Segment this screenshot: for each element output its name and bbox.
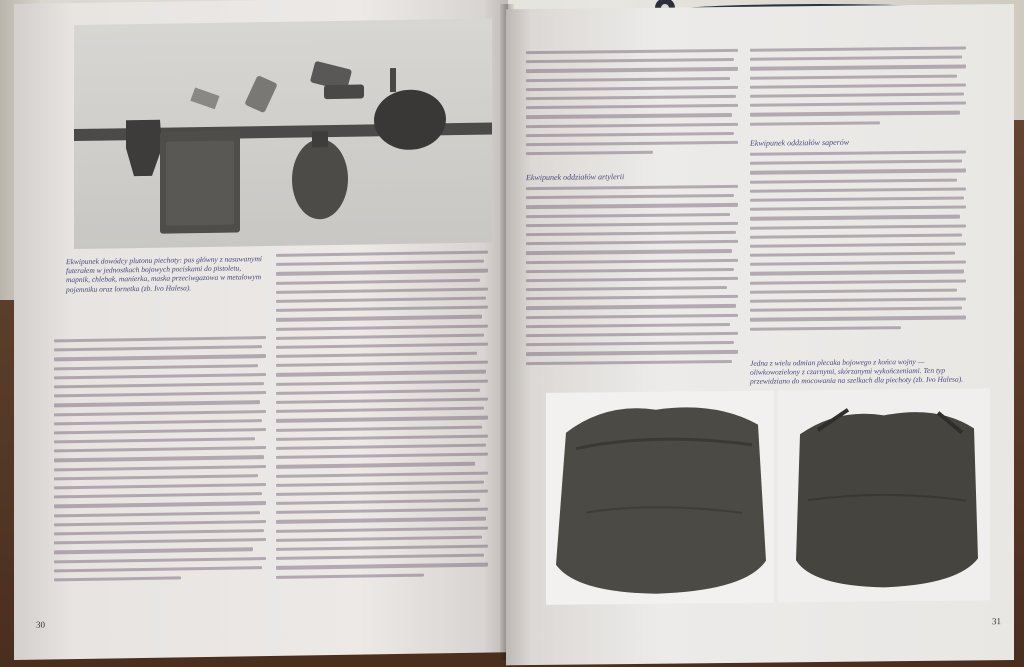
text-column-right-a2 <box>526 185 738 371</box>
section-heading-sappers: Ekwipunek oddziałów saperów <box>750 137 850 148</box>
right-page <box>506 4 1014 665</box>
text-column-right-a <box>526 49 738 161</box>
page-number-right: 31 <box>992 616 1001 627</box>
text-column-right-b <box>750 47 966 132</box>
text-column-left-a <box>54 336 266 587</box>
text-column-right-b2 <box>750 151 966 337</box>
photo-caption-left: Ekwipunek dowódcy plutonu piechoty: pas główny z nasuwanymi futerałem w jednostkach bojowych pociskami do pistoletu, mapnik, chlebak, manierka, maska przeciwgazowa w metalowym pojemniku oraz lornetka (zb. Ivo Halesa). <box>66 254 263 294</box>
page-number-left: 30 <box>36 619 45 630</box>
left-page <box>14 0 508 660</box>
photo-caption-right: Jedna z wielu odmian plecaka bojowego z końca wojny — oliwkowozielony z czarnymi, skórzanymi wykończeniami. Ten typ przewidziano do mocowania na szelkach dla piechoty (zb. Ivo Halesa). <box>750 356 964 387</box>
text-column-left-b <box>276 251 488 585</box>
equipment-drawing <box>74 18 492 249</box>
backpack-photo-back <box>778 388 990 602</box>
backpack-drawing-back <box>778 388 990 602</box>
equipment-photo <box>74 18 492 249</box>
backpack-drawing-front <box>546 391 774 605</box>
backpack-photo-front <box>546 391 774 605</box>
section-heading-artillery: Ekwipunek oddziałów artylerii <box>526 172 625 183</box>
open-book <box>14 4 1014 660</box>
